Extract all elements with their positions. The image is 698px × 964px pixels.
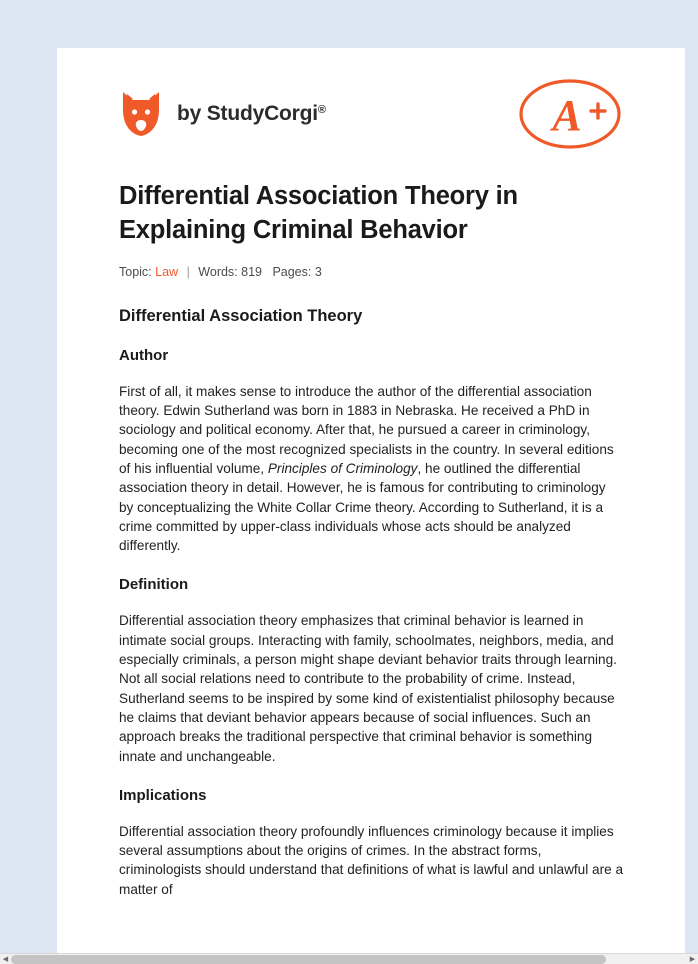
italic-book-title: Principles of Criminology xyxy=(267,461,418,476)
fox-head-icon xyxy=(119,90,163,138)
horizontal-scrollbar[interactable] xyxy=(0,953,698,964)
subsection-paragraph xyxy=(119,382,623,556)
paragraph-text: Differential association theory profoundly influences criminology because it implies several assumptions about the origins of crimes. In the abstract forms, criminologists should understand that definitions of what is lawful and unlawful are a matter of xyxy=(119,823,624,897)
brand-wordmark xyxy=(177,102,326,126)
paragraph-text: Differential association theory emphasizes that criminal behavior is learned in intimate social groups. Interacting with family, schoolmates, neighbors, media, and especially criminals, a person might shape deviant behavior traits through learning. Not all social relations need to contribute to the probability of crime. Instead, Sutherland seems to be inspired by some kind of existentialist philosophy because he claims that deviant behavior appears because of social influences. Such an approach breaks the traditional perspective that criminal behavior is something innate and unchangeable. xyxy=(119,613,617,764)
brand-name: StudyCorgi xyxy=(206,102,318,125)
scrollbar-track[interactable] xyxy=(11,954,687,964)
meta-words-label: Words: xyxy=(198,264,238,279)
a-plus-circle-icon xyxy=(517,77,623,151)
document-page xyxy=(57,48,685,953)
meta-separator: | xyxy=(186,264,190,279)
svg-text:A: A xyxy=(552,91,582,140)
document-meta xyxy=(119,265,623,279)
subsection-heading: Implications xyxy=(119,786,207,804)
subsection-heading: Definition xyxy=(119,576,189,594)
document-body xyxy=(119,347,623,899)
meta-topic-value[interactable]: Law xyxy=(155,264,179,279)
paragraph-text: , he outlined the differential association theory in detail. However, he is famous for contributing to criminology by conceptualizing the White Collar Crime theory. According to Sutherland, it is a crime committed by upper-class individuals whose acts should be analyzed differently. xyxy=(119,461,606,554)
brand-prefix: by xyxy=(177,102,207,125)
meta-words-value: 819 xyxy=(241,264,263,279)
meta-pages-label: Pages: xyxy=(272,264,312,279)
section-heading: Differential Association Theory xyxy=(119,306,363,325)
meta-pages-value: 3 xyxy=(314,264,322,279)
subsection-heading: Author xyxy=(119,346,169,364)
scrollbar-thumb[interactable] xyxy=(11,955,606,964)
brand xyxy=(119,90,326,138)
paragraph-text: First of all, it makes sense to introduce the author of the differential association theory. Edwin Sutherland was born in 1883 in Nebraska. He received a PhD in sociology and political economy. After that, he pursued a career in criminology, becoming one of the most recognized specialists in the country. In several editions of his influential volume, xyxy=(119,383,614,476)
page-title: Differential Association Theory in Explaining Criminal Behavior xyxy=(119,182,518,244)
scroll-right-arrow-icon[interactable]: ▶ xyxy=(687,954,698,964)
scroll-left-arrow-icon[interactable]: ◀ xyxy=(0,954,11,964)
document-header xyxy=(119,48,623,152)
brand-registered-mark: ® xyxy=(317,104,326,116)
subsection-paragraph xyxy=(119,822,623,899)
meta-topic-label: Topic: xyxy=(119,264,152,279)
subsection-paragraph xyxy=(119,611,623,765)
